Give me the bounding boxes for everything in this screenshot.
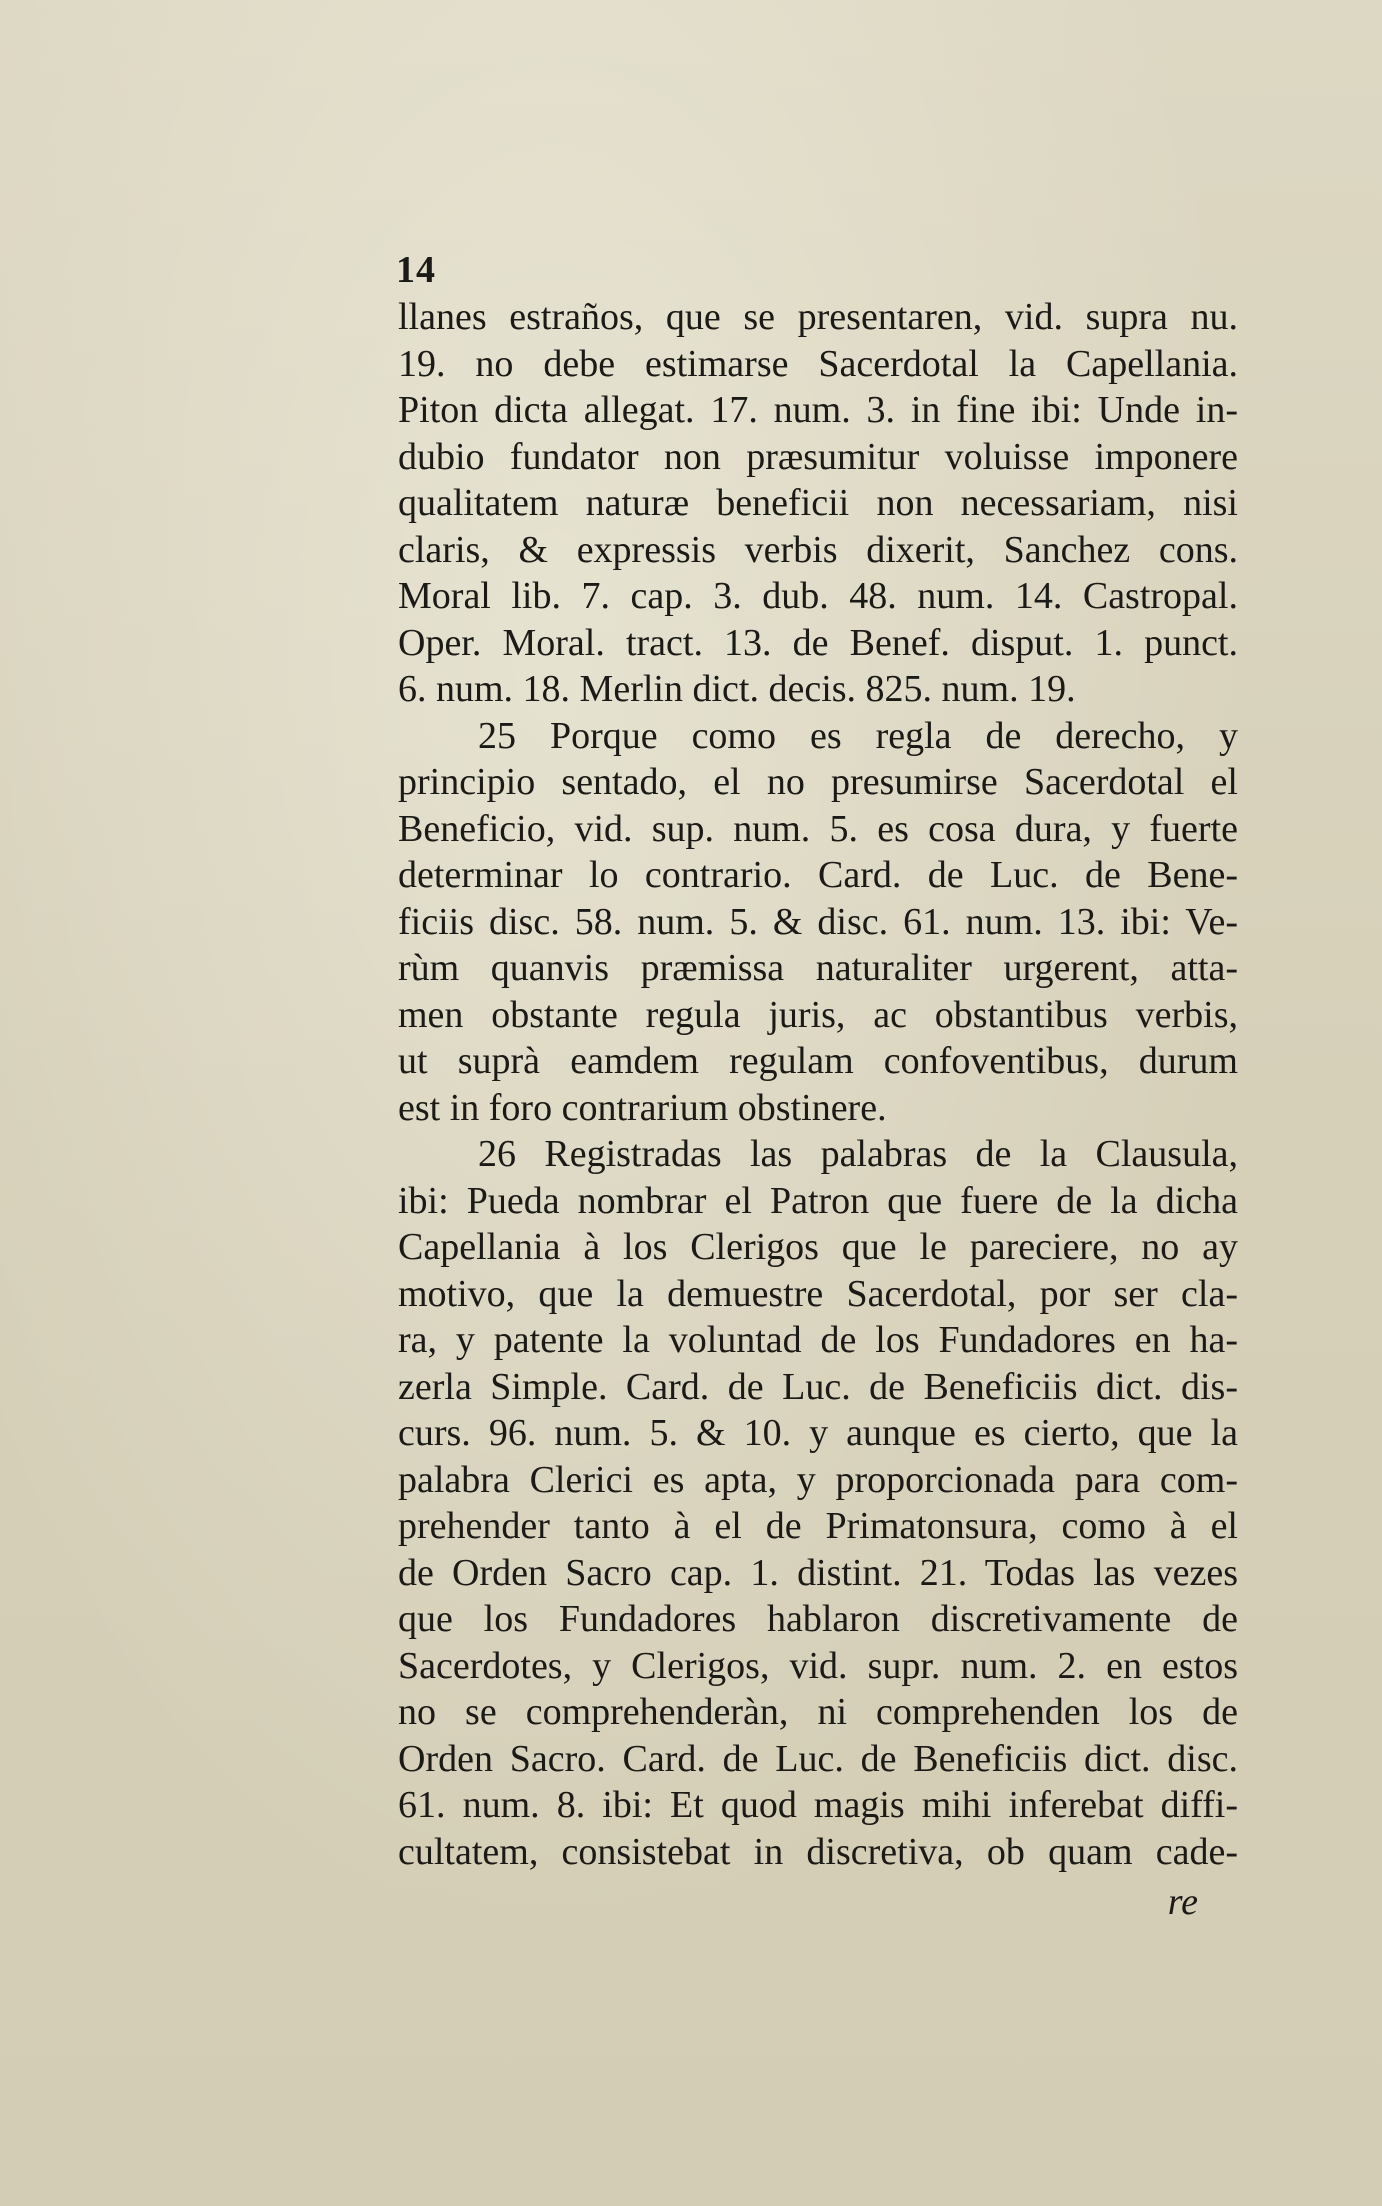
text-line: ut suprà eamdem regulam confoventibus, durum (398, 1040, 1238, 1082)
text-line: 19. no debe estimarse Sacerdotal la Capellania. (398, 342, 1238, 385)
text-line: de Orden Sacro cap. 1. distint. 21. Todas las vezes (398, 1551, 1238, 1594)
text-line: rùm quanvis præmissa naturaliter urgerent, atta- (398, 947, 1238, 989)
text-line: Orden Sacro. Card. de Luc. de Beneficiis dict. disc. (398, 1737, 1238, 1780)
text-line: Piton dicta allegat. 17. num. 3. in fine ibi: Unde in- (398, 389, 1238, 431)
text-line: Sacerdotes, y Clerigos, vid. supr. num. 2. en estos (398, 1644, 1238, 1687)
text-line: men obstante regula juris, ac obstantibus verbis, (398, 993, 1238, 1036)
paragraph-25-start: 25 Porque como es regla de derecho, y (478, 714, 1238, 757)
text-line: qualitatem naturæ beneficii non necessariam, nisi (398, 482, 1238, 524)
text-line: est in foro contrarium obstinere. (398, 1086, 887, 1129)
body-text (398, 294, 1238, 1926)
page-number: 14 (396, 249, 436, 291)
text-line: ficiis disc. 58. num. 5. & disc. 61. num. 13. ibi: Ve- (398, 900, 1238, 943)
text-line: llanes estraños, que se presentaren, vid. supra nu. (398, 296, 1238, 338)
text-line: Capellania à los Clerigos que le pareciere, no ay (398, 1226, 1238, 1268)
text-line: claris, & expressis verbis dixerit, Sanchez cons. (398, 528, 1238, 571)
text-line: no se comprehenderàn, ni comprehenden los de (398, 1691, 1238, 1733)
text-line: ra, y patente la voluntad de los Fundadores en ha- (398, 1319, 1238, 1361)
text-line: 61. num. 8. ibi: Et quod magis mihi inferebat diffi- (398, 1784, 1238, 1826)
text-line: 6. num. 18. Merlin dict. decis. 825. num. 19. (398, 668, 1076, 710)
text-line: ibi: Pueda nombrar el Patron que fuere de la dicha (398, 1179, 1238, 1222)
text-line: Moral lib. 7. cap. 3. dub. 48. num. 14. Castropal. (398, 575, 1238, 617)
text-line: Beneficio, vid. sup. num. 5. es cosa dura, y fuerte (398, 807, 1238, 850)
text-line: determinar lo contrario. Card. de Luc. de Bene- (398, 854, 1238, 896)
text-line: motivo, que la demuestre Sacerdotal, por ser cla- (398, 1272, 1238, 1315)
text-line: principio sentado, el no presumirse Sacerdotal el (398, 761, 1238, 803)
text-line: Oper. Moral. tract. 13. de Benef. disput. 1. punct. (398, 621, 1238, 664)
text-line: prehender tanto à el de Primatonsura, como à el (398, 1505, 1238, 1547)
text-line: curs. 96. num. 5. & 10. y aunque es cierto, que la (398, 1412, 1238, 1454)
text-line: palabra Clerici es apta, y proporcionada para com- (398, 1458, 1238, 1501)
text-line: dubio fundator non præsumitur voluisse imponere (398, 435, 1238, 478)
text-line: que los Fundadores hablaron discretivamente de (398, 1598, 1238, 1640)
catchword: re (1167, 1881, 1198, 1923)
text-line: cultatem, consistebat in discretiva, ob quam cade- (398, 1830, 1238, 1873)
text-line: zerla Simple. Card. de Luc. de Beneficiis dict. dis- (398, 1365, 1238, 1408)
paragraph-26-start: 26 Registradas las palabras de la Clausula, (478, 1133, 1238, 1175)
